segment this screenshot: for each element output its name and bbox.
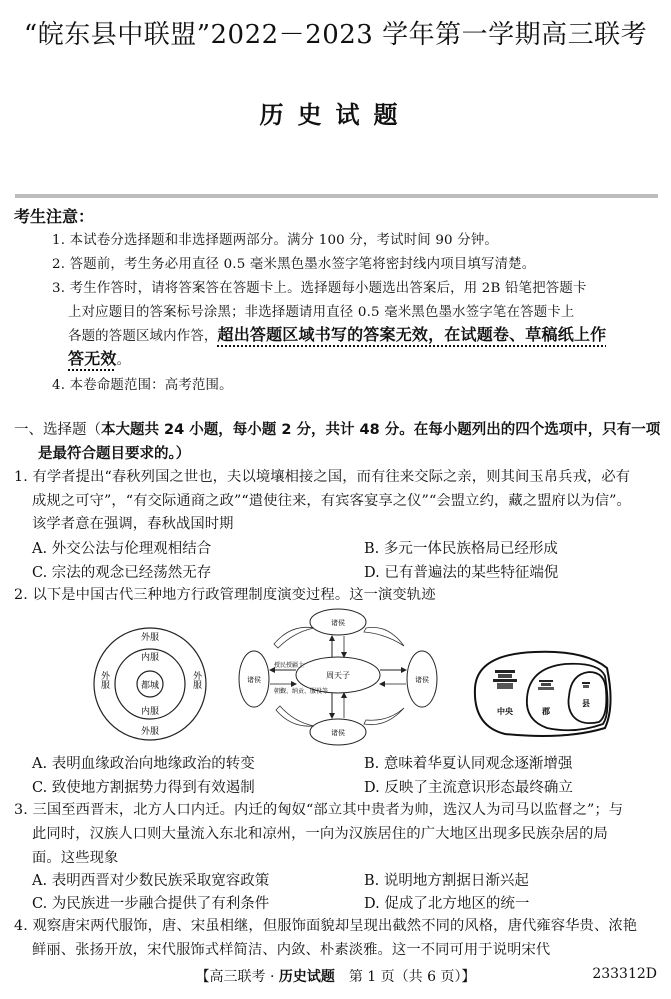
notice-item: 3. 考生作答时，请将答案答在答题卡上。选择题每小题选出答案后，用 2B 铅笔把答题卡 [52, 281, 587, 296]
question-text: 成规之可守”，“有交际通商之政”“遣使往来，有宾客宴享之仪”“会盟立约，藏之盟府以为信”。 [32, 493, 631, 509]
notice-emphasis: 答无效 [68, 349, 117, 368]
question-text: 此同时，汉族人口则大量流入东北和凉州，一向为汉族居住的广大地区出现多民族杂居的局 [32, 826, 608, 842]
grant-label: 授民授疆土 [274, 662, 305, 669]
question-text: 1. 有学者提出“春秋列国之世也，夫以境壤相接之国，而有往来交际之亲，则其间玉帛兵戎，必有 [14, 469, 631, 485]
curved-arrow [364, 627, 404, 646]
option-c[interactable]: C. 致使地方割据势力得到有效遏制 [32, 780, 255, 796]
vassal-label: 诸侯 [247, 676, 261, 684]
option-b[interactable]: B. 意味着华夏认同观念逐渐增强 [364, 756, 573, 772]
county-region [569, 672, 607, 723]
center-label: 周天子 [326, 671, 350, 680]
exam-subject: 历史试题 [259, 101, 412, 129]
curved-arrow [274, 627, 314, 648]
divider [15, 194, 658, 198]
curved-arrow [276, 706, 314, 726]
prefecture-label: 郡 [542, 707, 550, 716]
notice-item: 上对应题目的答案标号涂黑；非选择题请用直径 0.5 毫米黑色墨水签字笔在答题卡上 [68, 305, 575, 320]
option-d[interactable]: D. 已有普遍法的某些特征端倪 [364, 565, 559, 581]
page-number: 第 1 页（共 6 页）】 [334, 969, 476, 985]
notice-item-line [68, 322, 606, 345]
label-outer-left: 外服 [99, 671, 109, 689]
option-d[interactable]: D. 促成了北方地区的统一 [364, 896, 530, 912]
central-label: 中央 [497, 707, 513, 716]
figure-enfeoffment [236, 604, 440, 746]
notice-emphasis: 超出答题区域书写的答案无效，在试题卷、草稿纸上作 [217, 325, 607, 344]
figure-prefecture-county [465, 646, 615, 742]
option-d[interactable]: D. 反映了主流意识形态最终确立 [364, 780, 573, 796]
option-b[interactable]: B. 说明地方割据日渐兴起 [364, 873, 529, 889]
option-a[interactable]: A. 外交公法与伦理观相结合 [32, 541, 212, 557]
exam-code: 233312D [592, 966, 657, 982]
section-heading [14, 418, 660, 439]
label-inner-bottom: 内服 [140, 707, 160, 717]
palace-icon-prefecture [538, 680, 554, 690]
option-c[interactable]: C. 宗法的观念已经荡然无存 [32, 565, 212, 581]
vassal-label: 诸侯 [331, 619, 345, 627]
palace-icon-central [493, 670, 517, 689]
question-text: 鲜丽、张扬开放，宋代服饰式样简洁、内敛、朴素淡雅。这一不同可用于说明宋代 [32, 942, 551, 958]
palace-icon-county [582, 682, 590, 688]
question-text: 4. 观察唐宋两代服饰，唐、宋虽相继，但服饰面貌却呈现出截然不同的风格，唐代雍容华贵、浓艳 [14, 918, 638, 934]
notice-heading: 考生注意： [14, 207, 95, 226]
question-text: 2. 以下是中国古代三种地方行政管理制度演变过程。这一演变轨迹 [14, 587, 436, 603]
label-outer-right: 外服 [191, 671, 201, 689]
option-a[interactable]: A. 表明血缘政治向地缘政治的转变 [32, 756, 255, 772]
county-label: 县 [582, 699, 590, 708]
vassal-label: 诸侯 [331, 729, 345, 737]
notice-item: 1. 本试卷分选择题和非选择题两部分。满分 100 分，考试时间 90 分钟。 [52, 233, 499, 248]
question-text: 面。这些现象 [32, 850, 119, 866]
footer-prefix: 【高三联考 · [195, 969, 279, 985]
notice-item-line [68, 346, 130, 369]
notice-item: 4. 本卷命题范围：高考范围。 [52, 378, 233, 393]
question-text: 该学者意在强调，春秋战国时期 [32, 516, 234, 532]
notice-item: 2. 答题前，考生务必用直径 0.5 毫米黑色墨水签字笔将密封线内项目填写清楚。 [52, 257, 536, 272]
label-center: 都城 [140, 681, 160, 691]
label-outer-top: 外服 [140, 633, 160, 643]
label-inner-top: 内服 [140, 653, 160, 663]
vassal-label: 诸侯 [415, 676, 429, 684]
notice-text: 各题的答题区域内作答， [68, 329, 218, 344]
notice-text: 。 [116, 353, 131, 368]
page-footer [0, 966, 671, 986]
question-text: 3. 三国至西晋末，北方人口内迁。内迁的匈奴“部立其中贵者为帅，选汉人为司马以监督之”；与 [14, 802, 624, 818]
duty-label: 朝觐、纳贡、服役等 [274, 688, 329, 695]
option-c[interactable]: C. 为民族进一步融合提供了有利条件 [32, 896, 270, 912]
figure-concentric-circles [70, 620, 230, 745]
option-b[interactable]: B. 多元一体民族格局已经形成 [364, 541, 558, 557]
footer-subject: 历史试题 [278, 969, 335, 985]
section-title: 一、选择题（ [14, 422, 101, 438]
option-a[interactable]: A. 表明西晋对少数民族采取宽容政策 [32, 873, 270, 889]
label-outer-bottom: 外服 [140, 727, 160, 737]
section-instructions: 本大题共 24 小题，每小题 2 分，共计 48 分。在每小题列出的四个选项中，只有一项 [101, 422, 661, 438]
curved-arrow [364, 708, 404, 725]
exam-title: “皖东县中联盟”2022－2023 学年第一学期高三联考 [23, 20, 648, 50]
section-instructions-cont: 是最符合题目要求的。） [38, 446, 191, 462]
